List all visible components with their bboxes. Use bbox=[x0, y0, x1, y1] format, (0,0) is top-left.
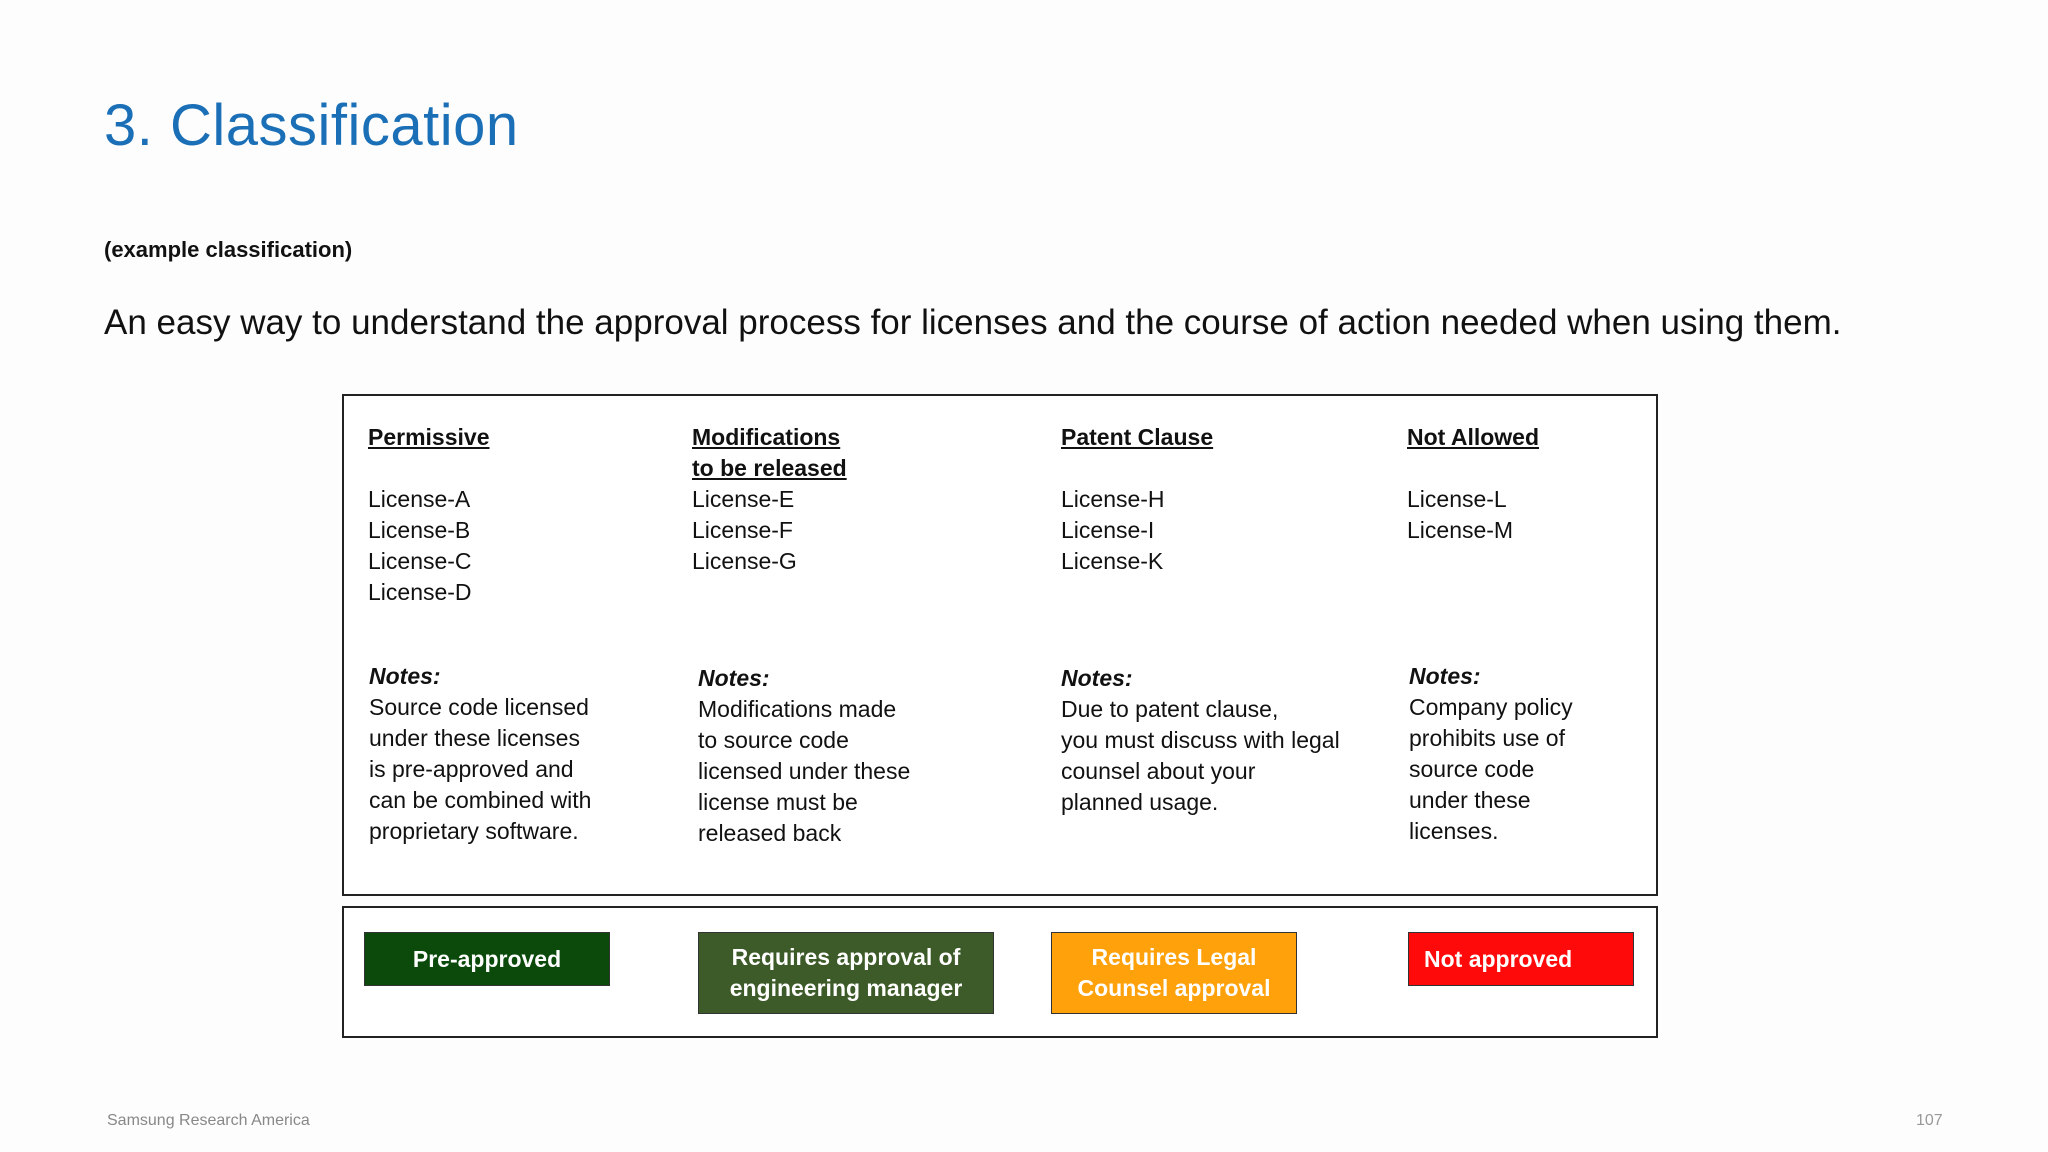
license-item: License-E bbox=[692, 486, 795, 512]
license-item: License-C bbox=[368, 548, 472, 574]
license-item: License-F bbox=[692, 517, 793, 543]
legend-pre-approved bbox=[364, 932, 610, 986]
notes-label: Notes: bbox=[1409, 663, 1481, 689]
column-patent-clause bbox=[1061, 422, 1361, 577]
column-heading: Permissive bbox=[368, 424, 490, 450]
notes-modifications bbox=[698, 663, 978, 849]
license-item: License-H bbox=[1061, 486, 1165, 512]
license-item: License-L bbox=[1407, 486, 1507, 512]
column-heading: Patent Clause bbox=[1061, 424, 1214, 450]
license-item: License-K bbox=[1061, 548, 1164, 574]
legend-label: Not approved bbox=[1424, 945, 1573, 972]
column-modifications bbox=[692, 422, 972, 577]
legend-label: Requires Legal Counsel approval bbox=[1077, 944, 1271, 1001]
legend-label: Pre-approved bbox=[412, 945, 562, 972]
legend-requires-legal-counsel bbox=[1051, 932, 1297, 1014]
column-heading: Not Allowed bbox=[1407, 424, 1540, 450]
subtitle: (example classification) bbox=[104, 237, 353, 262]
license-item: License-A bbox=[368, 486, 471, 512]
license-item: License-M bbox=[1407, 517, 1514, 543]
page-number: 107 bbox=[1916, 1112, 1943, 1129]
column-permissive bbox=[368, 422, 628, 608]
notes-text: Source code licensed under these licenses is pre-approved and can be combined with proprietary software. bbox=[369, 694, 592, 844]
legend-box bbox=[342, 906, 1658, 1038]
notes-not-allowed bbox=[1409, 661, 1639, 847]
notes-label: Notes: bbox=[1061, 665, 1133, 691]
column-heading: Modifications to be released bbox=[692, 424, 847, 481]
notes-label: Notes: bbox=[698, 665, 770, 691]
column-not-allowed bbox=[1407, 422, 1637, 546]
page-title: 3. Classification bbox=[104, 93, 519, 158]
legend-requires-engineering-manager bbox=[698, 932, 994, 1014]
notes-patent-clause bbox=[1061, 663, 1381, 818]
legend-label: Requires approval of engineering manager bbox=[729, 944, 963, 1001]
notes-text: Due to patent clause, you must discuss with legal counsel about your planned usage. bbox=[1061, 696, 1340, 815]
license-item: License-D bbox=[368, 579, 472, 605]
legend-not-approved bbox=[1408, 932, 1634, 986]
license-item: License-B bbox=[368, 517, 471, 543]
license-item: License-I bbox=[1061, 517, 1155, 543]
classification-table bbox=[342, 394, 1658, 896]
notes-label: Notes: bbox=[369, 663, 441, 689]
license-item: License-G bbox=[692, 548, 797, 574]
notes-text: Modifications made to source code licensed under these license must be released back bbox=[698, 696, 911, 846]
notes-text: Company policy prohibits use of source code under these licenses. bbox=[1409, 694, 1573, 844]
notes-permissive bbox=[369, 661, 639, 847]
lead-text: An easy way to understand the approval process for licenses and the course of action needed when using them. bbox=[104, 303, 1842, 342]
footer-company: Samsung Research America bbox=[107, 1112, 310, 1129]
